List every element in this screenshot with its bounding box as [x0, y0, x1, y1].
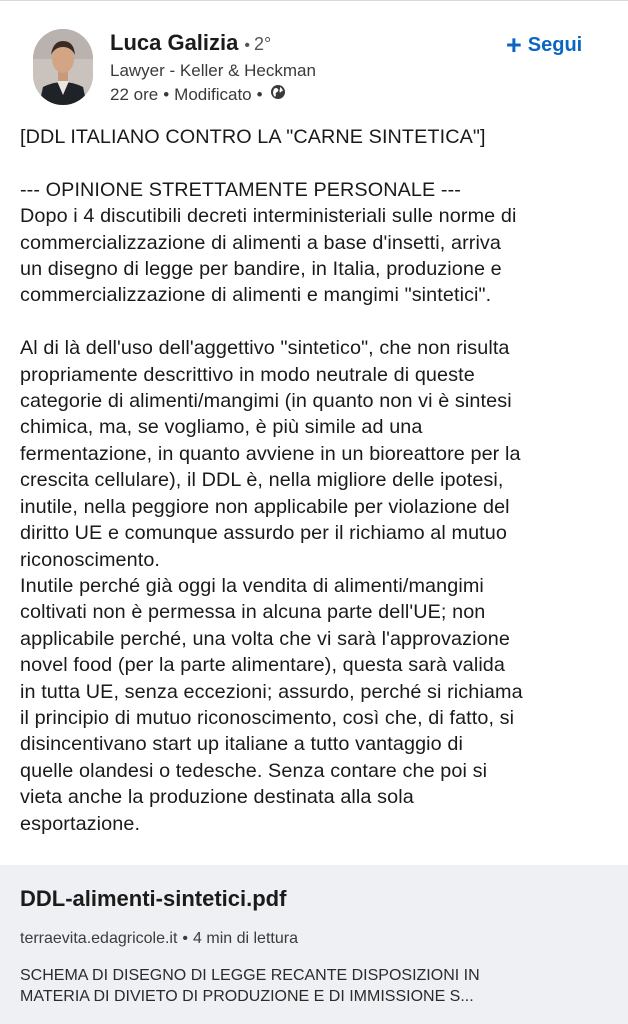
separator-dot: • — [244, 37, 250, 54]
plus-icon: + — [506, 29, 522, 60]
attachment-read-time: 4 min di lettura — [193, 930, 298, 947]
author-headline: Lawyer - Keller & Heckman — [110, 61, 316, 80]
avatar-photo — [33, 29, 93, 105]
follow-button[interactable] — [506, 30, 582, 60]
attachment-domain: terraevita.edagricole.it — [20, 930, 178, 947]
attachment-title[interactable]: DDL-alimenti-sintetici.pdf — [20, 886, 287, 911]
avatar[interactable] — [33, 29, 93, 105]
author-name-row — [110, 30, 271, 60]
globe-icon — [270, 84, 286, 105]
attachment-description: SCHEMA DI DISEGNO DI LEGGE RECANTE DISPOSIZIONI IN MATERIA DI DIVIETO DI PRODUZIONE E DI IMMISSIONE S... — [20, 967, 480, 1005]
top-divider — [0, 0, 628, 1]
separator-dot: • — [182, 930, 189, 947]
post-meta — [110, 84, 286, 105]
edited-label: Modificato — [174, 84, 252, 104]
separator-dot: • — [163, 84, 170, 104]
separator-dot: • — [256, 84, 263, 104]
connection-degree: 2° — [254, 34, 272, 54]
post-text: [DDL ITALIANO CONTRO LA "CARNE SINTETICA"] --- OPINIONE STRETTAMENTE PERSONALE --- Dopo i 4 discutibili decreti interministeriali sulle norme di commercializzazione di alimenti a base d'insetti, arriva un disegno di legge per bandire, in Italia, produzione e commercializzazione di alimenti e mangimi "sintetici". Al di là dell'uso dell'aggettivo "sintetico", che non risulta propriamente descrittivo in modo neutrale di queste categorie di alimenti/mangimi (in quanto non vi è sintesi chimica, ma, se vogliamo, è più simile ad una fermentazione, in quanto avviene in un bioreattore per la crescita cellulare), il DDL è, nella migliore delle ipotesi, inutile, nella peggiore non applicabile per violazione del diritto UE e comunque assurdo per il richiamo al mutuo riconoscimento. Inutile perché già oggi la vendita di alimenti/mangimi coltivati non è permessa in alcuna parte dell'UE; non applicabile perché, una volta che vi sarà l'approvazione novel food (per la parte alimentare), questa sarà valida in tutta UE, senza eccezioni; assurdo, perché si richiama il principio di mutuo riconoscimento, così che, di fatto, si disincentivano start up italiane a tutto vantaggio di quelle olandesi o tedesche. Senza contare che poi si vieta anche la produzione destinata alla sola esportazione. — [20, 126, 523, 835]
author-name[interactable]: Luca Galizia — [110, 30, 239, 55]
post-time: 22 ore — [110, 84, 159, 104]
follow-label: Segui — [527, 33, 583, 56]
attachment-source — [20, 930, 298, 948]
